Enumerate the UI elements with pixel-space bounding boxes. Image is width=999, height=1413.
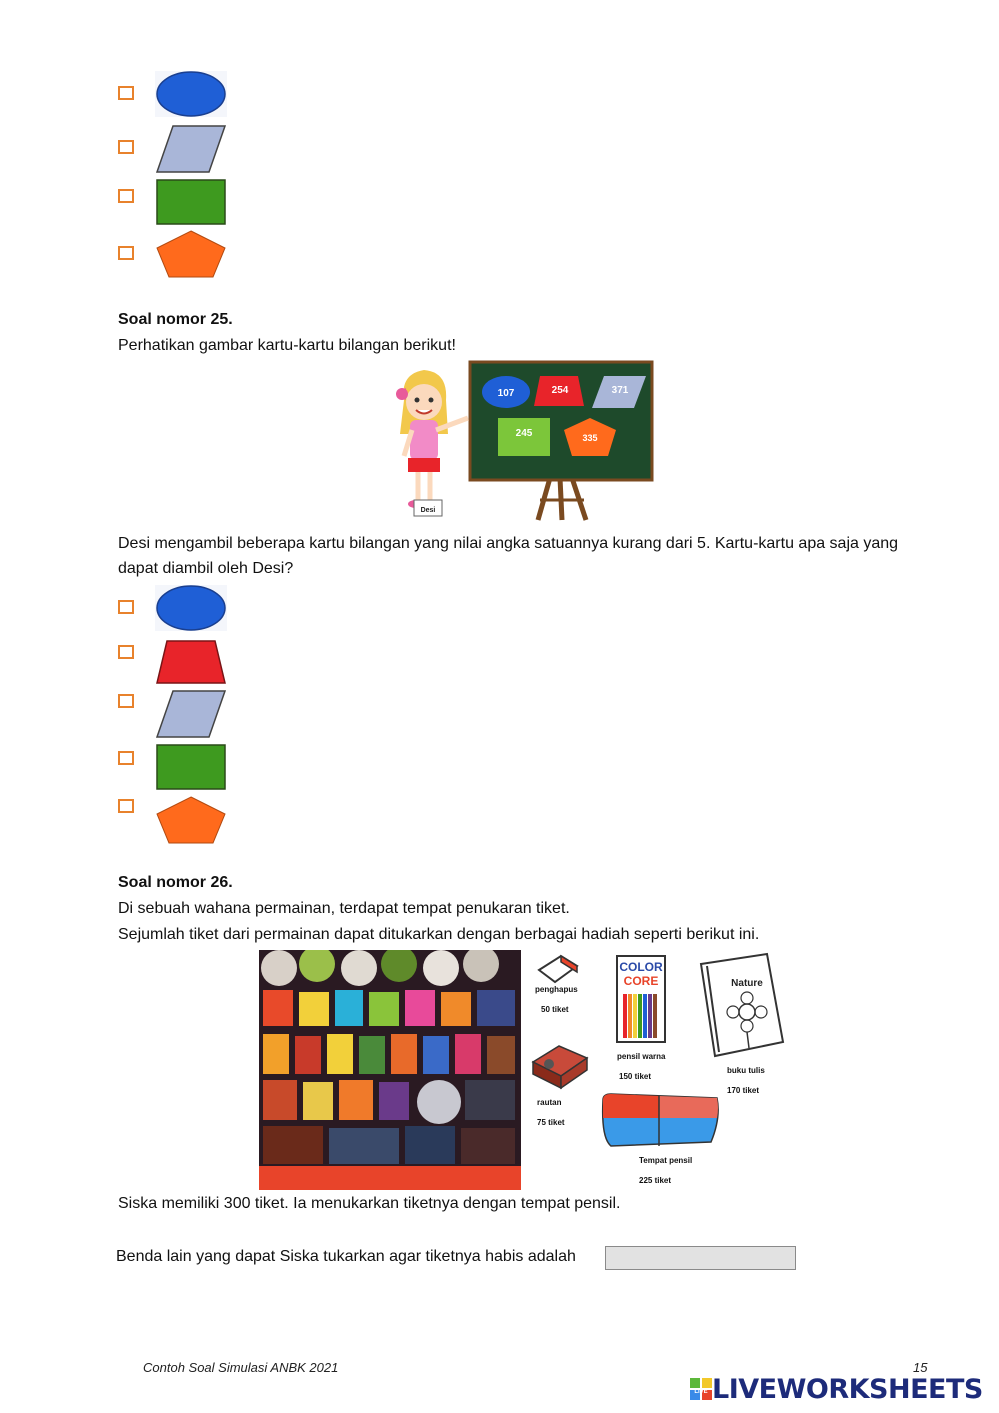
liveworksheets-logo: [690, 1374, 983, 1404]
notebook-icon: [695, 952, 787, 1060]
q26-title: Soal nomor 26.: [118, 874, 233, 891]
pencils-cost: 150 tiket: [619, 1072, 652, 1081]
page-number: 15: [913, 1360, 928, 1375]
rectangle-green-icon: [155, 178, 227, 226]
option-checkbox[interactable]: [118, 645, 134, 659]
sharpener-icon: [529, 1042, 591, 1092]
case-name: Tempat pensil: [639, 1156, 693, 1165]
q26-line2: Sejumlah tiket dari permainan dapat ditukarkan dengan berbagai hadiah seperti berikut ini.: [118, 926, 760, 943]
pencils-name: pensil warna: [617, 1052, 666, 1061]
option-checkbox[interactable]: [118, 189, 134, 203]
book-title: Nature: [731, 978, 763, 989]
number-cards-illustration: [390, 360, 654, 526]
q25-intro: Perhatikan gambar kartu-kartu bilangan berikut!: [118, 337, 456, 354]
ellipse-blue-icon: [155, 585, 227, 631]
trapezoid-red-icon: [155, 639, 227, 685]
option-checkbox[interactable]: [118, 600, 134, 614]
option-checkbox[interactable]: [118, 86, 134, 100]
card-245: 245: [515, 428, 533, 439]
prize-shelf-photo: [259, 950, 521, 1190]
ellipse-blue-icon: [155, 71, 227, 117]
color-pencils-icon: [615, 954, 667, 1046]
q26-fill-prompt: Benda lain yang dapat Siska tukarkan agar tiketnya habis adalah: [116, 1248, 576, 1265]
q26-line1: Di sebuah wahana permainan, terdapat tempat penukaran tiket.: [118, 900, 570, 917]
prize-list: [523, 950, 789, 1190]
eraser-name: penghapus: [535, 985, 578, 994]
book-cost: 170 tiket: [727, 1086, 760, 1095]
card-107: 107: [497, 388, 515, 399]
sharpener-name: rautan: [537, 1098, 562, 1107]
card-254: 254: [551, 385, 569, 396]
logo-text: LIVEWORKSHEETS: [712, 1373, 983, 1405]
eraser-icon: [535, 952, 581, 986]
option-checkbox[interactable]: [118, 751, 134, 765]
pencils-brand2: CORE: [623, 974, 659, 988]
q25-title: Soal nomor 25.: [118, 311, 233, 328]
logo-small-text: LIVE: [694, 1389, 708, 1395]
option-checkbox[interactable]: [118, 799, 134, 813]
card-371: 371: [611, 385, 629, 396]
option-checkbox[interactable]: [118, 694, 134, 708]
q26-statement: Siska memiliki 300 tiket. Ia menukarkan tiketnya dengan tempat pensil.: [118, 1195, 621, 1212]
rectangle-green-icon: [155, 743, 227, 791]
pentagon-orange-icon: [155, 229, 227, 279]
pencil-case-icon: [597, 1088, 723, 1152]
liveworksheets-logo-icon: [690, 1378, 712, 1400]
book-name: buku tulis: [727, 1066, 765, 1075]
name-tag: Desi: [420, 507, 436, 514]
eraser-cost: 50 tiket: [541, 1005, 569, 1014]
footer-title: Contoh Soal Simulasi ANBK 2021: [143, 1360, 339, 1375]
pentagon-orange-icon: [155, 795, 227, 845]
parallelogram-lightblue-icon: [155, 689, 227, 739]
card-335: 335: [582, 433, 598, 443]
sharpener-cost: 75 tiket: [537, 1118, 565, 1127]
q25-question-line2: dapat diambil oleh Desi?: [118, 560, 294, 577]
girl-figure: [396, 370, 468, 516]
parallelogram-lightblue-icon: [155, 124, 227, 174]
pencils-brand1: COLOR: [619, 960, 663, 974]
answer-input[interactable]: [605, 1246, 796, 1270]
option-checkbox[interactable]: [118, 140, 134, 154]
option-checkbox[interactable]: [118, 246, 134, 260]
q25-question-line1: Desi mengambil beberapa kartu bilangan yang nilai angka satuannya kurang dari 5. Kartu-kartu apa saja yang: [118, 535, 899, 552]
case-cost: 225 tiket: [639, 1176, 672, 1185]
